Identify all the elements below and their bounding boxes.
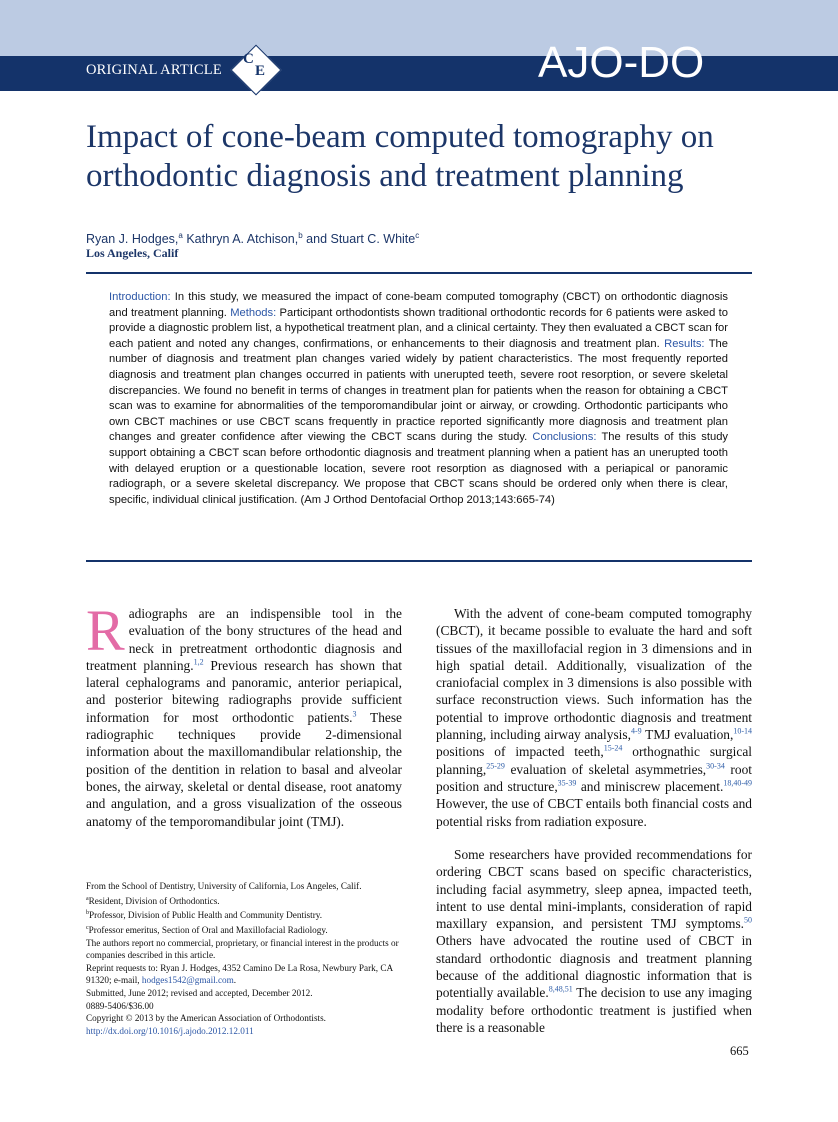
citation-link[interactable]: 8,48,51 [548,984,573,994]
citation-link[interactable]: 3 [352,709,357,719]
abstract-results-label: Results: [664,337,705,350]
email-link[interactable]: hodges1542@gmail.com [141,975,234,986]
ce-letter-c: C [243,51,254,67]
citation-link[interactable]: 1,2 [193,657,204,667]
citation-link[interactable]: 25-29 [486,761,505,771]
footnote-from: From the School of Dentistry, University of California, Los Angeles, Calif. [86,881,362,891]
footnote-coi: The authors report no commercial, proprietary, or financial interest in the products or companies described in this article. [86,937,399,961]
footnote-reprint [86,962,406,987]
page-number: 665 [730,1044,749,1058]
author-affiliation-mark: c [415,231,420,240]
ce-badge-icon [231,45,279,93]
body-text: However, the use of CBCT entails both financial costs and potential risks from radiation exposure. [436,796,752,829]
article-type-label: ORIGINAL ARTICLE [86,62,222,78]
body-paragraph-1 [86,598,402,830]
body-text: The decision to use any imaging modality before orthodontic treatment is justified when there is a reasonable [436,985,752,1035]
author-name: Ryan J. Hodges, [86,232,179,247]
body-text: positions of impacted teeth, [436,744,604,760]
journal-logo: AJO-DO [538,38,705,87]
footnote-mark: c [86,924,89,931]
footnote-copyright: Copyright © 2013 by the American Association of Orthodontists. [86,1013,326,1024]
body-text: With the advent of cone-beam computed tomography (CBCT), it became possible to evaluate the hard and soft tissues of the maxillofacial region in 3 dimensions and in high spatial detail. Additionally, visualization of the craniofacial complex in 3 dimensions is also possible with surface reconstruction views. Such information has the potential to improve orthodontic diagnosis and treatment planning, including airway analysis, [436,606,752,743]
footnote-mark: b [86,910,89,917]
abstract-conclusions-text: The results of this study support obtaining a CBCT scan before orthodontic diagnosis and treatment planning when a patient has an unerupted tooth with delayed eruption or a questionable location, severe root resorption as diagnosed with a periapical or panoramic radiograph, or a severe skeletal discrepancy. We propose that CBCT scans should be ordered only when there is clear, specific, individual clinical justification. (Am J Orthod Dentofacial Orthop 2013;143:665-74) [109,431,729,506]
abstract-top-rule [86,272,752,274]
footnote-text: Professor, Division of Public Health and Community Dentistry. [89,910,323,921]
body-text: adiographs are an indispensible tool in the evaluation of the bony structures of the head and neck in pretreatment orthodontic diagnosis and treatment planning. [86,606,402,673]
abstract-conclusions-label: Conclusions: [532,431,597,444]
body-text: root position and structure, [436,761,752,794]
body-text: These radiographic techniques provide 2-dimensional information about the maxillomandibular relationship, the position of the dentition in relation to basal and alveolar bones, the airway, skeletal or dental disease, root anatomy and angulation, and a gross visualization of the osseous anatomy of the temporomandibular joint (TMJ). [86,709,402,829]
citation-link[interactable]: 10-14 [733,726,752,736]
author-affiliation-mark: b [298,231,303,240]
abstract-intro-text: In this study, we measured the impact of cone-beam computed tomography (CBCT) on orthodontic diagnosis and treatment planning. [109,291,728,319]
footnotes [86,880,406,1037]
citation-link[interactable]: 18,40-49 [723,778,752,788]
author-affiliation-mark: a [178,231,183,240]
footnote-a [86,893,406,908]
citation-link[interactable]: 35-39 [557,778,577,788]
abstract-results-text: The number of diagnosis and treatment plan changes varied widely by patient characteristics. The most frequently reported diagnosis and treatment plan changes occurred in patients with unerupted teeth, severe root resorption, or severe skeletal discrepancies. We found no benefit in terms of changes in treatment plan for patients when the reason for obtaining a CBCT scan was to examine for abnormalities of the temporomandibular joint or airway, or crowding. Orthodontic participants who own CBCT machines or use CBCT scans frequently in practice reported significantly more diagnosis and treatment plan changes and greater confidence after viewing the CBCT scans during the study. [109,337,728,444]
author-location: Los Angeles, Calif [86,246,179,260]
body-text: and miniscrew placement. [576,778,724,794]
abstract-methods-label: Methods: [230,306,277,319]
body-text: Previous research has shown that lateral cephalograms and panoramic, anterior periapical, and posterior bitewing radiographs provide sufficient information for most orthodontic patients. [86,657,402,725]
citation-link[interactable]: 50 [744,915,752,925]
footnote-submitted: Submitted, June 2012; revised and accepted, December 2012. [86,987,313,998]
body-text: Others have advocated the routine used of CBCT in standard orthodontic diagnosis and treatment planning because of the additional diagnostic information that is potentially available. [436,933,752,1001]
footnote-issn: 0889-5406/$36.00 [86,1000,154,1011]
footnote-text: . [233,975,237,986]
author-name: Kathryn A. Atchison, [182,232,299,247]
abstract-bottom-rule [86,560,752,562]
footnote-mark: a [86,895,89,902]
body-paragraph-3 [436,846,752,1036]
body-text: evaluation of skeletal asymmetries, [504,761,707,777]
footnote-text: Resident, Division of Orthodontics. [88,895,220,906]
footnote-b [86,907,406,922]
footnote-c [86,922,406,937]
abstract-intro-label: Introduction: [109,291,171,303]
body-text: orthognathic surgical planning, [436,744,752,777]
citation-link[interactable]: 15-24 [603,743,623,753]
footnote-text: Professor emeritus, Section of Oral and Maxillofacial Radiology. [88,924,328,935]
author-name: and Stuart C. White [302,232,416,247]
body-text: Some researchers have provided recommendations for ordering CBCT scans based on specific characteristics, including facial asymmetry, sleep apnea, impacted teeth, intent to use dental mini-implants, consideration of rapid maxillary expansion, and persistent TMJ symptoms. [436,847,752,932]
doi-link[interactable]: http://dx.doi.org/10.1016/j.ajodo.2012.12.011 [86,1025,254,1036]
citation-link[interactable]: 30-34 [706,761,725,771]
article-title: Impact of cone-beam computed tomography on orthodontic diagnosis and treatment planning [86,119,714,194]
body-text: TMJ evaluation, [641,727,734,743]
header-top-band [0,0,838,56]
abstract-methods-text: Participant orthodontists shown traditional orthodontic records for 6 patients were asked to provide a diagnostic problem list, a hypothetical treatment plan, and a clinical certainty. They then evaluated a CBCT scan for each patient and noted any changes, confirmations, or enhancements to their diagnosis and treatment plan. [109,306,728,350]
abstract [109,290,728,508]
ce-letter-e: E [255,63,266,79]
footnote-text: Reprint requests to: Ryan J. Hodges, 4352 Camino De La Rosa, Newbury Park, CA 91320; e-mail, [86,962,393,986]
body-paragraph-2 [436,605,752,830]
drop-cap: R [86,598,125,663]
citation-link[interactable]: 4-9 [630,726,642,736]
